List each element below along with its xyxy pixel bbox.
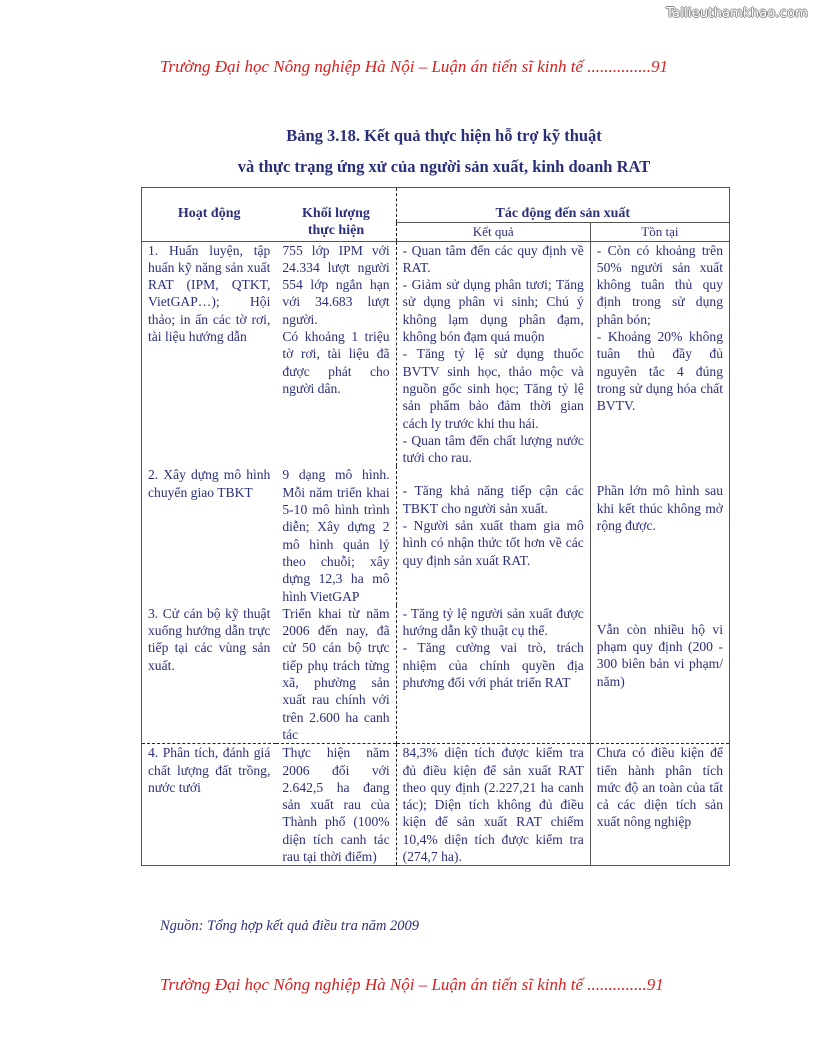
cell-remaining — [590, 605, 729, 744]
cell-line: - Khoảng 20% không tuân thủ đầy đủ nguyên tắc 4 đúng trong sử dụng hóa chất BVTV. — [596, 329, 723, 414]
cell-line: Phần lớn mô hình sau khi kết thúc không mở rộng được. — [596, 483, 723, 534]
cell-remaining — [590, 241, 729, 466]
header-impact: Tác động đến sản xuất — [396, 188, 729, 223]
cell-line: Triển khai từ năm 2006 đến nay, đã cử 50 cán bộ trực tiếp phụ trách từng xã, phường sản xuất rau chính với trên 2.600 ha canh tác — [282, 605, 390, 742]
table-row — [142, 466, 730, 604]
table-subtitle: và thực trạng ứng xử của người sản xuất, kinh doanh RAT — [237, 157, 651, 176]
cell-line: - Quan tâm đến các quy định về RAT. — [402, 242, 584, 275]
cell-line: - Tăng cường vai trò, trách nhiệm của chính quyền địa phương đối với phát triển RAT — [402, 640, 584, 691]
cell-line: 755 lớp IPM với 24.334 lượt người 554 lớp ngắn hạn với 34.683 lượt người. — [282, 242, 390, 327]
cell-line: - Quan tâm đến chất lượng nước tưới cho rau. — [402, 432, 584, 466]
header-volume-line2: thực hiện — [307, 223, 365, 238]
cell-line: - Tăng tỷ lệ người sản xuất được hướng dẫn kỹ thuật cụ thể. — [402, 605, 584, 639]
running-header: Trường Đại học Nông nghiệp Hà Nội – Luận án tiến sĩ kinh tế ...............91 — [160, 57, 669, 76]
header-activity: Hoạt động — [177, 206, 241, 221]
cell-result — [396, 241, 590, 466]
cell-result — [396, 605, 590, 744]
cell-activity: 3. Cử cán bộ kỹ thuật xuống hướng dẫn trực tiếp tại các vùng sản xuất. — [148, 605, 271, 673]
cell-line: - Còn có khoảng trên 50% người sản xuất không tuân thủ quy định trong sử dụng phân bón; — [596, 242, 723, 327]
running-footer: Trường Đại học Nông nghiệp Hà Nội – Luận án tiến sĩ kinh tế ..............91 — [160, 975, 664, 994]
source-note: Nguồn: Tổng hợp kết quả điều tra năm 2009 — [160, 918, 420, 934]
cell-activity: 4. Phân tích, đánh giá chất lượng đất trồng, nước tưới — [142, 744, 277, 866]
cell-result — [396, 744, 590, 866]
cell-line: Vẫn còn nhiều hộ vi phạm quy định (200 - 300 biên bản vi phạm/ năm) — [596, 621, 723, 689]
cell-activity: 2. Xây dựng mô hình chuyển giao TBKT — [148, 467, 271, 500]
table-header-row — [142, 188, 730, 223]
cell-line: 9 dạng mô hình. Mỗi năm triển khai 5-10 mô hình trình diễn; Xây dựng 2 mô hình quản lý theo chuỗi; xây dựng 12,3 ha mô hình VietGAP — [282, 467, 390, 604]
table-container — [141, 187, 730, 917]
cell-line: - Giảm sử dụng phân tươi; Tăng sử dụng phân vi sinh; Chú ý không lạm dụng phân đạm, không bón đạm quá muộn — [402, 277, 584, 345]
cell-line: - Tăng khả năng tiếp cận các TBKT cho người sản xuất. — [402, 483, 584, 516]
cell-remaining — [590, 744, 729, 866]
table-row — [142, 605, 730, 744]
cell-remaining — [590, 466, 729, 604]
table-row — [142, 241, 730, 466]
watermark-logo: Tailieuthamkhao.com — [666, 6, 808, 21]
cell-line: Có khoảng 1 triệu tờ rơi, tài liệu đã được phát cho người dân. — [282, 329, 390, 396]
cell-line: Thực hiện năm 2006 đối với 2.642,5 ha đang sản xuất rau của Thành phố (100% diện tích canh tác rau tại thời điểm) — [282, 745, 390, 864]
cell-result — [396, 466, 590, 604]
table-title: Bảng 3.18. Kết quả thực hiện hỗ trợ kỹ thuật — [286, 126, 602, 145]
cell-line: - Người sản xuất tham gia mô hình có nhận thức tốt hơn về các quy định sản xuất RAT. — [402, 518, 584, 568]
cell-volume — [276, 466, 396, 604]
cell-volume — [276, 605, 396, 744]
header-result: Kết quả — [396, 223, 590, 241]
cell-volume — [276, 241, 396, 466]
header-volume — [276, 188, 396, 242]
support-results-table — [141, 187, 730, 866]
header-volume-line1: Khối lượng — [302, 206, 370, 221]
cell-line: 84,3% diện tích được kiểm tra đủ điều kiện để sản xuất RAT theo quy định (2.227,21 ha canh tác); Diện tích không đủ điều kiện để sản xuất RAT chiếm 10,4% diện tích được kiểm tra (274,7 ha). — [402, 745, 584, 864]
cell-volume — [276, 744, 396, 866]
table-row — [142, 744, 730, 866]
cell-line: - Tăng tỷ lệ sử dụng thuốc BVTV sinh học, thảo mộc và nguồn gốc sinh học; Tăng tỷ lệ sản phẩm bảo đảm thời gian cách ly trước khi thu hái. — [402, 346, 584, 431]
cell-activity: 1. Huấn luyện, tập huấn kỹ năng sản xuất RAT (IPM, QTKT, VietGAP…); Hội thảo; in ấn các tờ rơi, tài liệu hướng dẫn — [142, 241, 277, 466]
cell-line: Chưa có điều kiện để tiến hành phân tích mức độ an toàn của tất cả các diện tích sản xuất nông nghiệp — [596, 745, 723, 830]
header-remaining: Tồn tại — [590, 223, 729, 241]
